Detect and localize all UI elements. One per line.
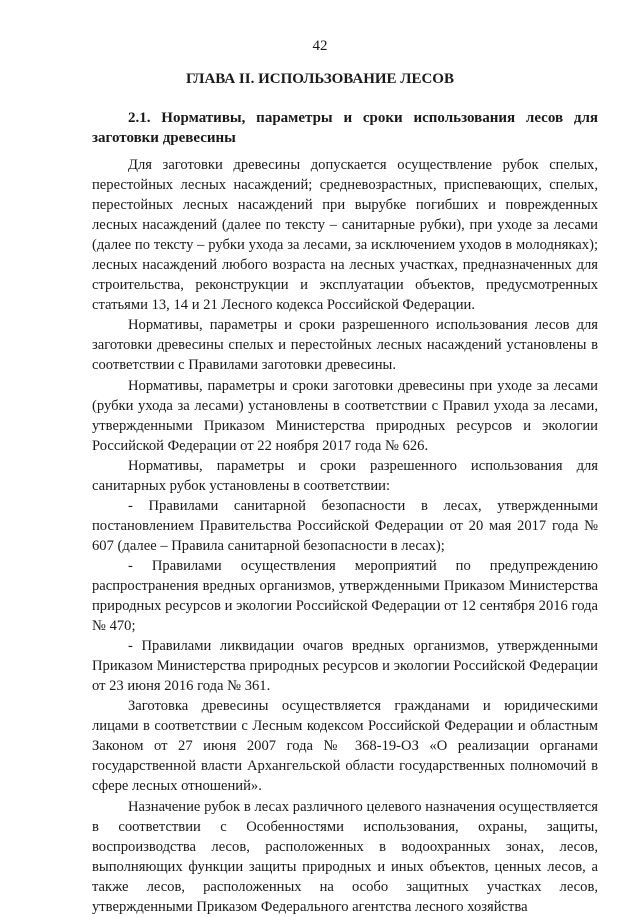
paragraph: Нормативы, параметры и сроки разрешенного использования лесов для заготовки древесины спелых и перестойных лесных насаждений установлены в соответствии с Правилами заготовки древесины. [92, 317, 598, 374]
paragraph: Назначение рубок в лесах различного целевого назначения осуществляется в соответствии с Особенностями использования, охраны, защиты, воспроизводства лесов, расположенных в водоохранных зонах, лесов, выполняющих функции защиты природных и иных объектов, ценных лесов, а также лесов, расположенных на особо защитных участках лесов, утвержденными Приказом Федерального агентства лесного хозяйства [92, 798, 598, 915]
chapter-title: ГЛАВА II. ИСПОЛЬЗОВАНИЕ ЛЕСОВ [186, 71, 454, 87]
page-number: 42 [312, 38, 328, 54]
paragraph: Нормативы, параметры и сроки заготовки древесины при уходе за лесами (рубки ухода за лесами) установлены в соответствии с Правил ухода за лесами, утвержденными Приказом Министерства природных ресурсов и экологии Российской Федерации от 22 ноября 2017 года № 626. [92, 377, 598, 454]
section-heading: 2.1. Нормативы, параметры и сроки использования лесов для заготовки древесины [92, 110, 598, 146]
paragraph: Нормативы, параметры и сроки разрешенного использования для санитарных рубок установлены в соответствии: [92, 457, 598, 494]
paragraph: Для заготовки древесины допускается осуществление рубок спелых, перестойных лесных насаждений; средневозрастных, приспевающих, спелых, перестойных лесных насаждений при вырубке погибших и поврежденных лесных насаждений (далее по тексту – санитарные рубки), при уходе за лесами (далее по тексту – рубки ухода за лесами, за исключением уходов в молодняках); лесных насаждений любого возраста на лесных участках, предназначенных для строительства, реконструкции и эксплуатации объектов, предусмотренных статьями 13, 14 и 21 Лесного кодекса Российской Федерации. [92, 157, 598, 314]
list-item: - Правилами санитарной безопасности в лесах, утвержденными постановлением Правительства Российской Федерации от 20 мая 2017 года № 607 (далее – Правила санитарной безопасности в лесах); [92, 497, 598, 554]
list-item: - Правилами осуществления мероприятий по предупреждению распространения вредных организмов, утвержденными Приказом Министерства природных ресурсов и экологии Российской Федерации от 12 сентября 2016 года № 470; [92, 557, 598, 635]
list-item: - Правилами ликвидации очагов вредных организмов, утвержденными Приказом Министерства природных ресурсов и экологии Российской Федерации от 23 июня 2016 года № 361. [92, 638, 598, 695]
paragraph: Заготовка древесины осуществляется гражданами и юридическими лицами в соответствии с Лесным кодексом Российской Федерации и областным Законом от 27 июня 2007 года № 368-19-ОЗ «О реализации органами государственной власти Архангельской области государственных полномочий в сфере лесных отношений». [92, 698, 598, 795]
body-text [92, 155, 598, 917]
